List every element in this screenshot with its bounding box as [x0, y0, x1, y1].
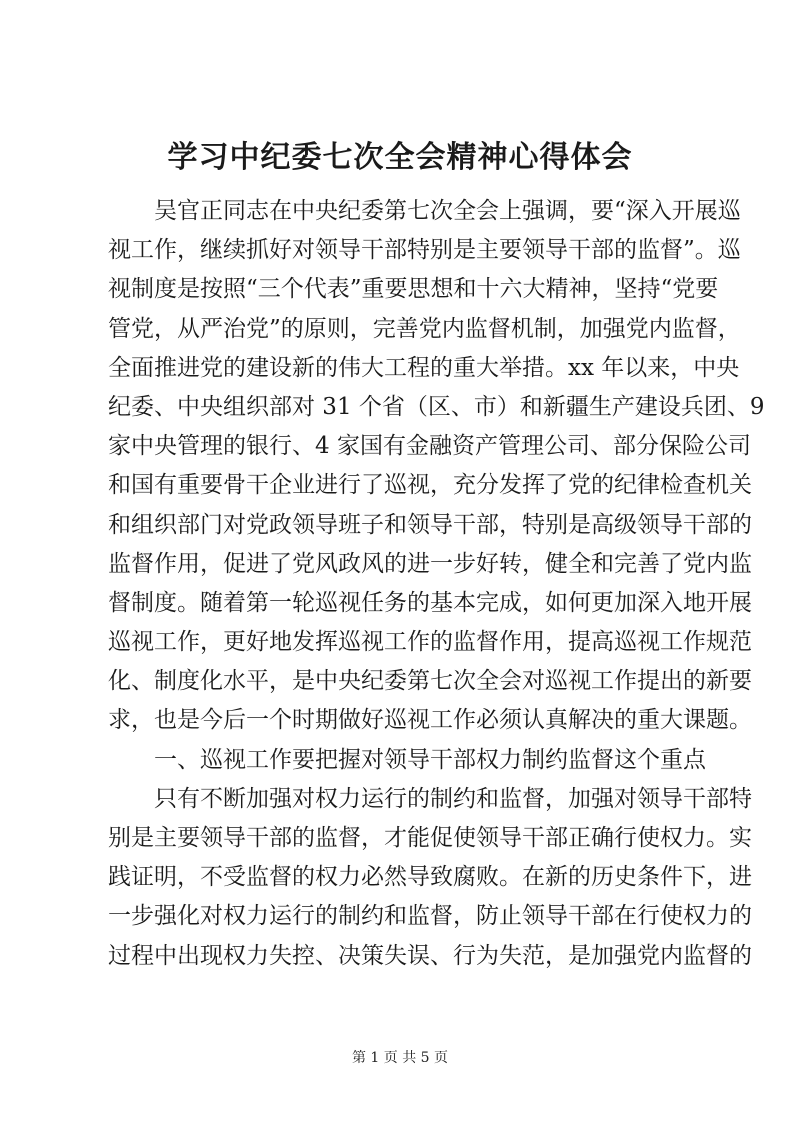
section-heading: 一、巡视工作要把握对领导干部权力制约监督这个重点: [154, 746, 706, 773]
document-body: [108, 192, 765, 976]
paragraph-line: 巡视工作，更好地发挥巡视工作的监督作用，提高巡视工作规范: [108, 629, 752, 656]
paragraph-line: 和组织部门对党政领导班子和领导干部，特别是高级领导干部的: [108, 511, 752, 538]
paragraph-line: 督制度。随着第一轮巡视任务的基本完成，如何更加深入地开展: [108, 589, 752, 616]
page-footer: 第 1 页 共 5 页: [351, 1050, 449, 1066]
paragraph-line: 家中央管理的银行、4 家国有金融资产管理公司、部分保险公司: [108, 433, 751, 460]
paragraph-line: 只有不断加强对权力运行的制约和监督，加强对领导干部特: [154, 785, 752, 812]
paragraph-line: 视制度是按照“三个代表”重要思想和十六大精神，坚持“党要: [108, 276, 719, 303]
paragraph-line: 纪委、中央组织部对 31 个省（区、市）和新疆生产建设兵团、9: [108, 393, 765, 420]
paragraph-line: 求，也是今后一个时期做好巡视工作必须认真解决的重大课题。: [108, 707, 752, 734]
paragraph-line: 过程中出现权力失控、决策失误、行为失范，是加强党内监督的: [108, 942, 752, 969]
paragraph-line: 吴官正同志在中央纪委第七次全会上强调，要“深入开展巡: [154, 198, 741, 224]
paragraph-line: 管党，从严治党”的原则，完善党内监督机制，加强党内监督，: [108, 315, 741, 342]
paragraph-line: 践证明，不受监督的权力必然导致腐败。在新的历史条件下，进: [108, 864, 752, 891]
paragraph-line: 全面推进党的建设新的伟大工程的重大举措。xx 年以来，中央: [108, 354, 740, 381]
paragraph-line: 和国有重要骨干企业进行了巡视，充分发挥了党的纪律检查机关: [108, 472, 752, 499]
paragraph-line: 视工作，继续抓好对领导干部特别是主要领导干部的监督”。巡: [108, 237, 741, 264]
paragraph-line: 一步强化对权力运行的制约和监督，防止领导干部在行使权力的: [108, 903, 752, 930]
paragraph-line: 化、制度化水平，是中央纪委第七次全会对巡视工作提出的新要: [108, 668, 752, 695]
paragraph-line: 别是主要领导干部的监督，才能促使领导干部正确行使权力。实: [108, 825, 752, 851]
page-title: 学习中纪委七次全会精神心得体会: [167, 140, 633, 175]
paragraph-line: 监督作用，促进了党风政风的进一步好转，健全和完善了党内监: [108, 550, 752, 577]
